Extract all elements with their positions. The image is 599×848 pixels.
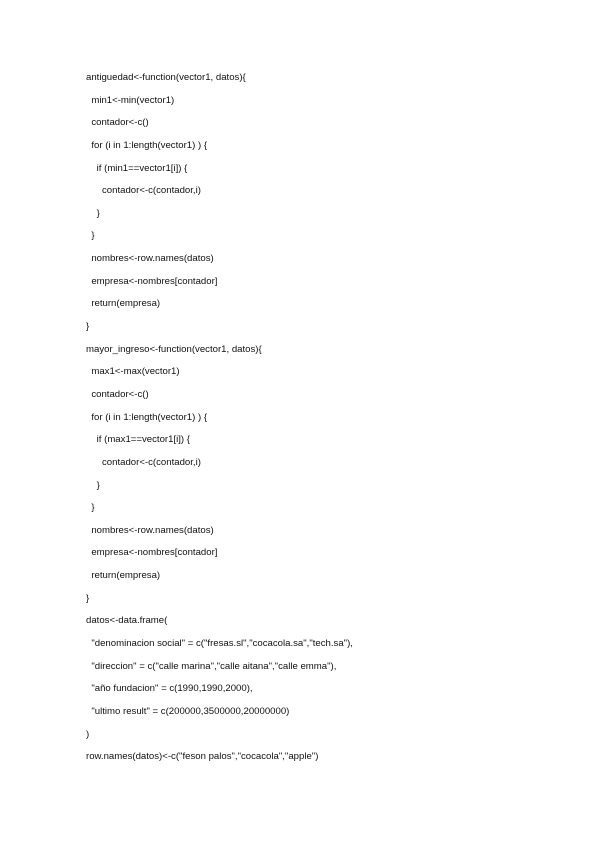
code-line: contador<-c(contador,i) (86, 185, 201, 197)
code-line: contador<-c(contador,i) (86, 456, 201, 468)
code-line: row.names(datos)<-c("feson palos","cocacola","apple") (86, 751, 319, 763)
code-line: antiguedad<-function(vector1, datos){ (86, 72, 246, 83)
code-line: nombres<-row.names(datos) (86, 253, 214, 265)
code-line: ) (86, 728, 90, 740)
code-line: } (86, 230, 95, 242)
code-line: } (86, 207, 100, 219)
code-line: min1<-min(vector1) (86, 94, 175, 106)
code-line: } (86, 321, 90, 333)
code-line: for (i in 1:length(vector1) ) { (86, 411, 208, 423)
code-line: if (max1==vector1[i]) { (86, 434, 190, 446)
code-line: for (i in 1:length(vector1) ) { (86, 139, 208, 151)
code-line: return(empresa) (86, 570, 161, 582)
code-line: "ultimo result" = c(200000,3500000,20000000) (86, 705, 290, 717)
code-line: } (86, 479, 100, 491)
code-line: return(empresa) (86, 298, 161, 310)
code-line: empresa<-nombres[contador] (86, 547, 218, 559)
code-line: "año fundacion" = c(1990,1990,2000), (86, 683, 253, 695)
code-line: } (86, 592, 90, 604)
code-line: datos<-data.frame( (86, 615, 168, 627)
code-block (86, 70, 353, 772)
code-line: max1<-max(vector1) (86, 366, 180, 378)
code-line: "denominacion social" = c("fresas.sl","cocacola.sa","tech.sa"), (86, 638, 353, 650)
code-line: mayor_ingreso<-function(vector1, datos){ (86, 343, 262, 355)
code-line: empresa<-nombres[contador] (86, 275, 218, 287)
code-line: if (min1==vector1[i]) { (86, 162, 188, 174)
code-line: contador<-c() (86, 117, 149, 129)
code-line: nombres<-row.names(datos) (86, 524, 214, 536)
code-line: "direccion" = c("calle marina","calle aitana","calle emma"), (86, 660, 337, 672)
code-line: } (86, 502, 95, 514)
code-line: contador<-c() (86, 388, 149, 400)
